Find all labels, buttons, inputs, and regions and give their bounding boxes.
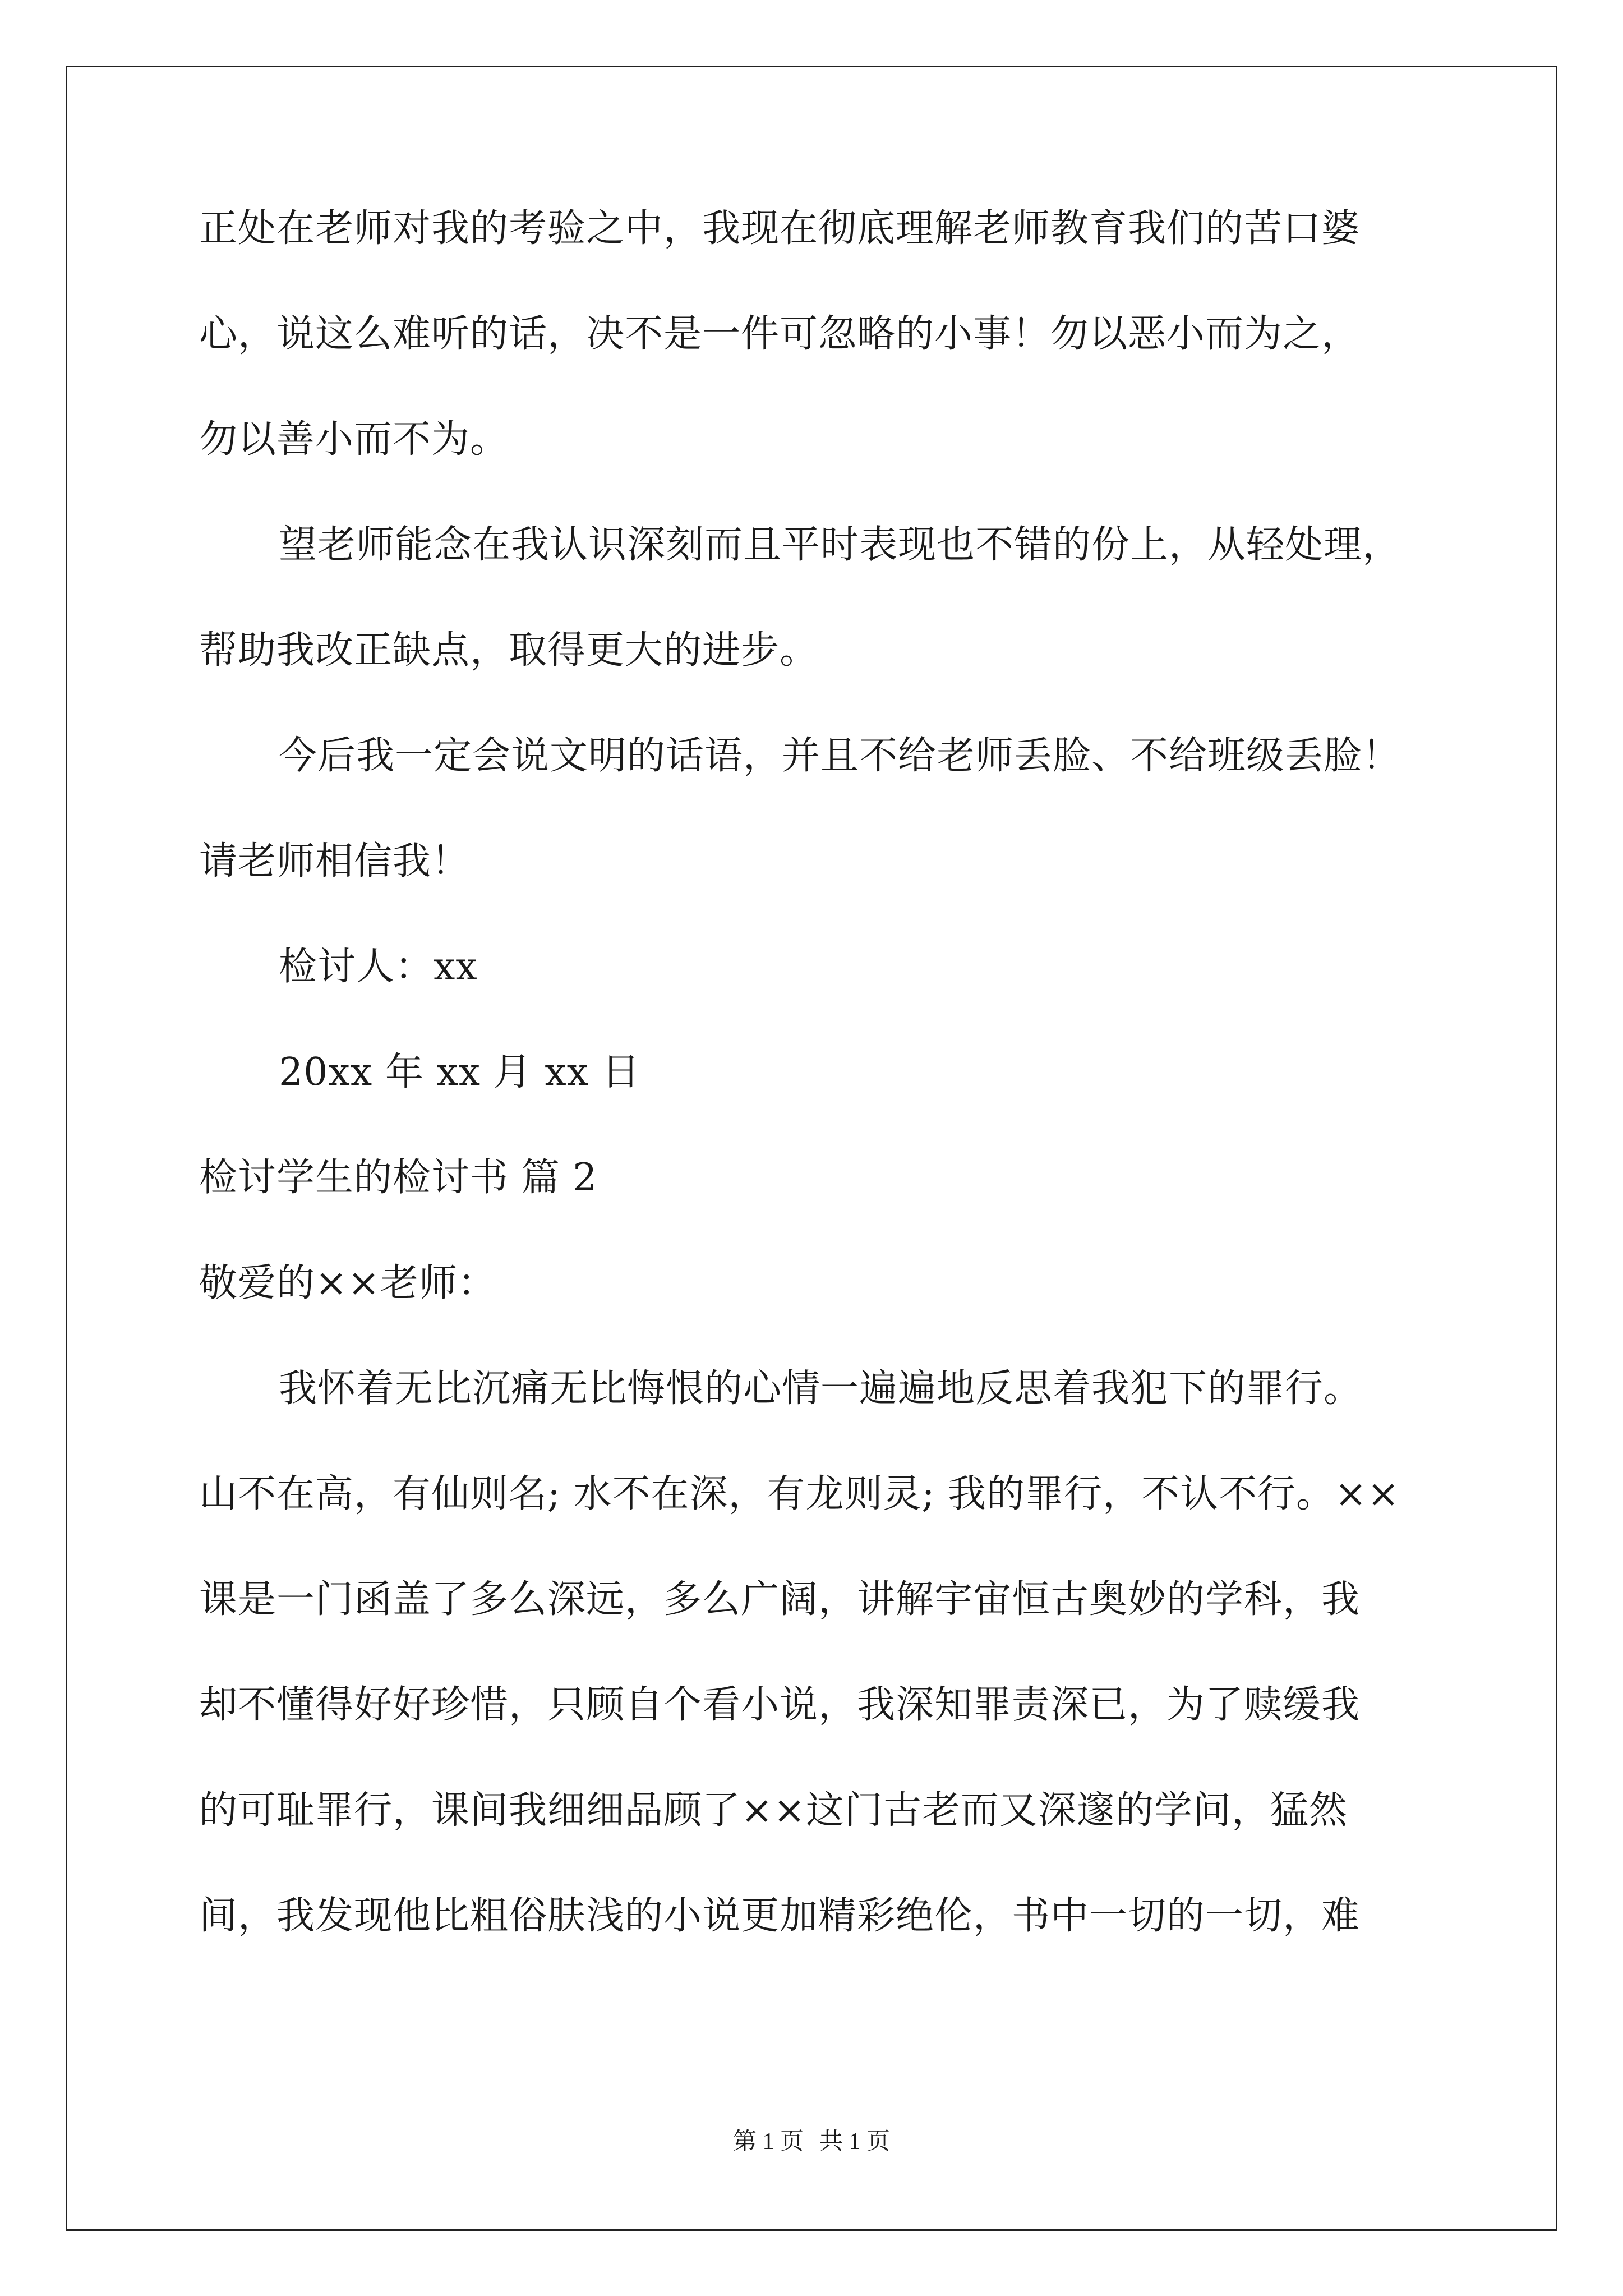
text-line: 课是一门函盖了多么深远，多么广阔，讲解宇宙恒古奥妙的学科，我 [199,1577,1361,1622]
date-line: 20xx 年 xx 月 xx 日 [279,1050,640,1094]
text-line: 间，我发现他比粗俗肤浅的小说更加精彩绝伦，书中一切的一切，难 [199,1894,1361,1938]
page-count: 共 1 页 [819,2129,891,2155]
text-line: 心，说这么难听的话，决不是一件可忽略的小事！勿以恶小而为之， [199,312,1361,356]
paragraph-start: 我怀着无比沉痛无比悔恨的心情一遍遍地反思着我犯下的罪行。 [279,1366,1363,1411]
signature-line: 检讨人：xx [279,945,478,989]
paragraph-start: 今后我一定会说文明的话语，并且不给老师丢脸、不给班级丢脸！ [279,734,1401,778]
text-line: 勿以善小而不为。 [199,417,509,462]
text-line: 山不在高，有仙则名; 水不在深，有龙则灵; 我的罪行，不认不行。×× [199,1472,1400,1516]
text-line: 正处在老师对我的考验之中，我现在彻底理解老师教育我们的苦口婆 [199,206,1361,251]
page-number: 第 1 页 [732,2129,804,2155]
page-footer [0,2126,1623,2157]
paragraph-start: 望老师能念在我认识深刻而且平时表现也不错的份上，从轻处理， [279,523,1401,567]
text-line: 帮助我改正缺点，取得更大的进步。 [199,628,819,673]
text-line: 却不懂得好好珍惜，只顾自个看小说，我深知罪责深已，为了赎缓我 [199,1683,1361,1727]
salutation: 敬爱的××老师： [199,1261,496,1305]
text-line: 的可耻罪行，课间我细细品顾了××这门古老而又深邃的学问，猛然 [199,1788,1348,1833]
section-heading: 检讨学生的检讨书 篇 2 [199,1156,598,1200]
text-line: 请老师相信我！ [199,839,471,884]
